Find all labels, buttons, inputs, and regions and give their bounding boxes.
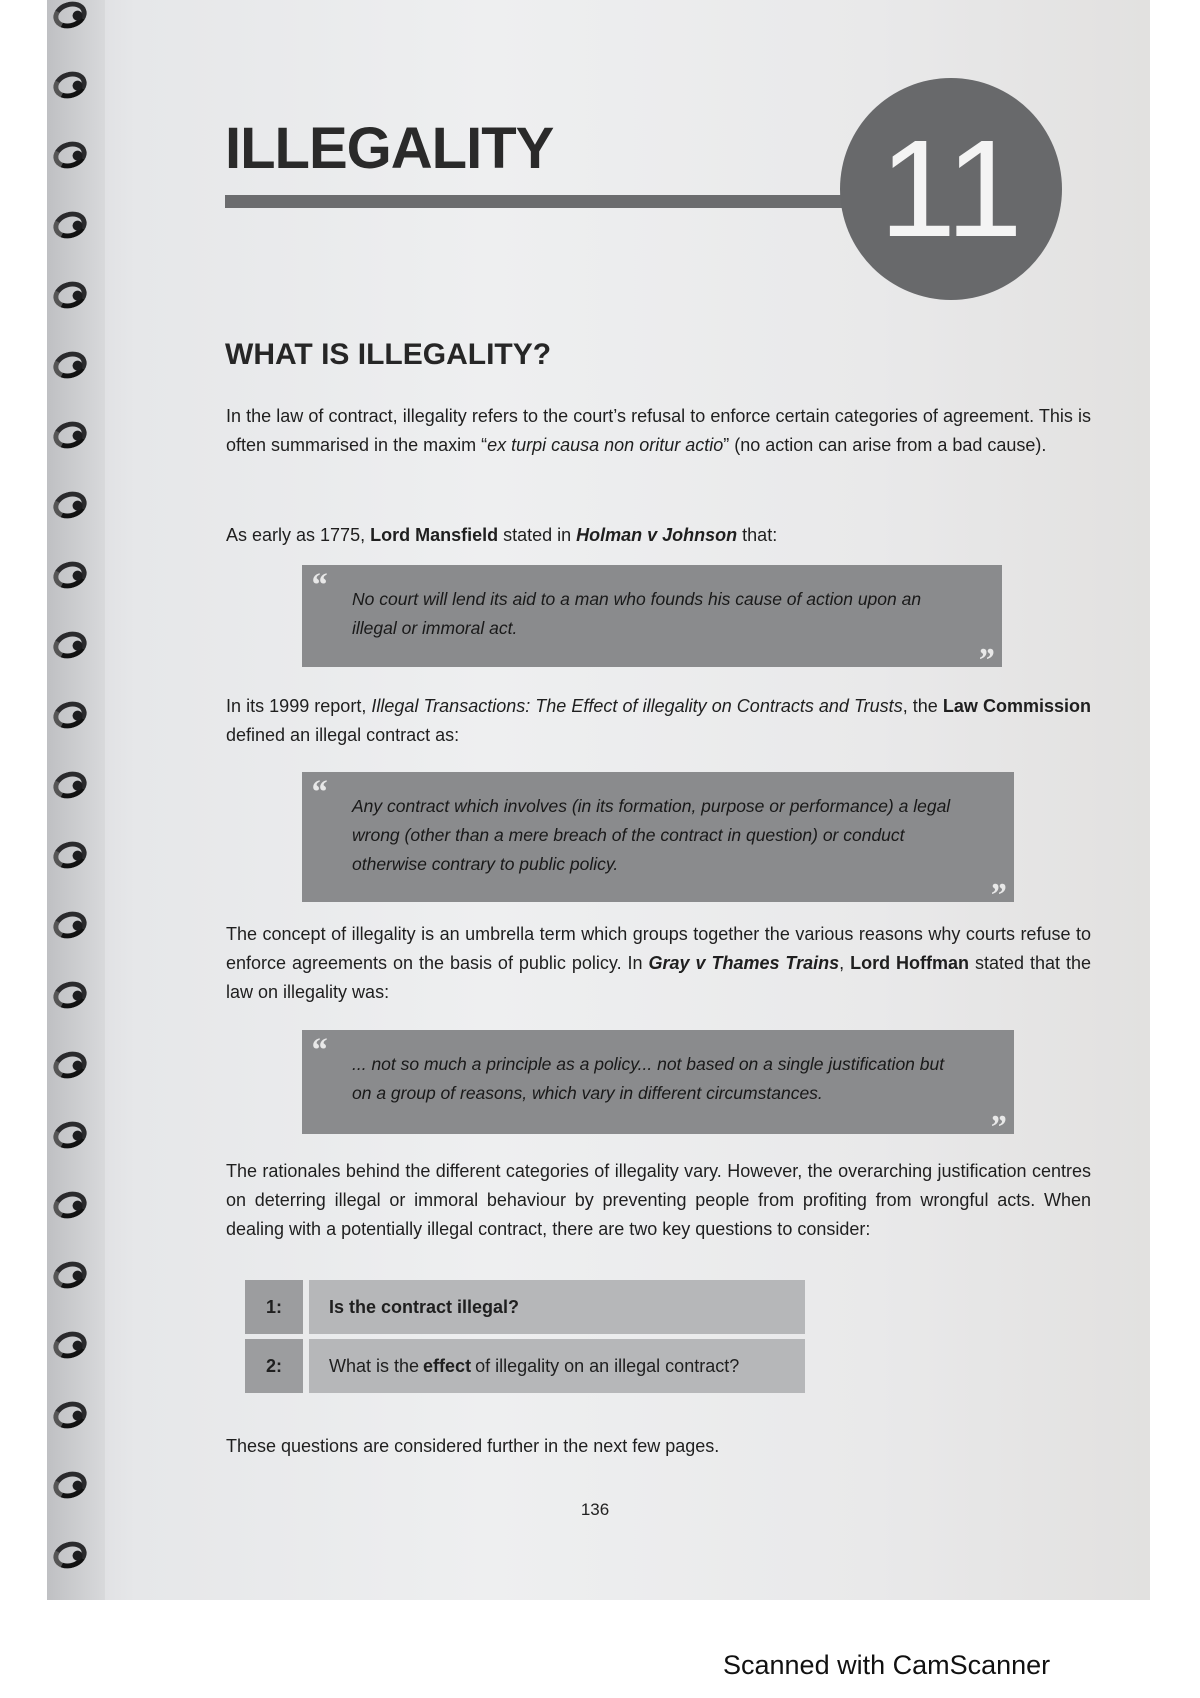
quote-box-1 [302, 565, 1002, 679]
spiral-ring-icon [50, 1047, 90, 1082]
quote-text: ... not so much a principle as a policy... not based on a single justification but on a group of reasons, which vary in different circumstances. [352, 1054, 945, 1103]
spiral-ring-icon [50, 137, 90, 172]
question-row-2 [245, 1339, 805, 1393]
text: The concept of illegality is an umbrella term which groups together the various reasons why courts refuse to enforce agreements on the basis of public policy. In [226, 924, 1091, 973]
text: effect [423, 1355, 472, 1376]
text: stated that the law on illegality was: [226, 953, 1092, 1002]
question-text [309, 1280, 805, 1334]
text: defined an illegal contract as: [226, 725, 460, 745]
spiral-ring-icon [50, 207, 90, 242]
chapter-number: 11 [879, 112, 1023, 266]
spiral-ring-icon [50, 907, 90, 942]
spiral-ring-icon [50, 1397, 90, 1432]
question-number: 2: [245, 1339, 303, 1393]
spiral-ring-icon [50, 767, 90, 802]
spiral-ring-icon [50, 697, 90, 732]
spiral-ring-icon [50, 417, 90, 452]
quote-text: Any contract which involves (in its formation, purpose or performance) a legal wrong (other than a mere breach of the contract in question) or conduct otherwise contrary to public policy. [352, 796, 951, 874]
chapter-title: ILLEGALITY [225, 116, 554, 181]
body-name: Law Commission [942, 696, 1091, 716]
camscanner-watermark: Scanned with CamScanner [723, 1650, 1051, 1680]
case-name: Holman v Johnson [576, 525, 738, 545]
open-quote-icon: “ [310, 1032, 327, 1069]
page-number: 136 [580, 1500, 610, 1519]
spiral-ring-icon [50, 627, 90, 662]
gray-paragraph [226, 920, 1091, 1007]
close-quote-icon: ” [989, 1109, 1006, 1146]
spiral-ring-icon [50, 1187, 90, 1222]
spiral-ring-icon [50, 1467, 90, 1502]
close-quote-icon: ” [977, 642, 994, 679]
spiral-ring-icon [50, 1537, 90, 1572]
spiral-ring-icon [50, 0, 90, 33]
text: ” (no action can arise from a bad cause). [723, 435, 1047, 455]
spiral-ring-icon [50, 557, 90, 592]
closing-paragraph: These questions are considered further in the next few pages. [226, 1436, 720, 1456]
latin-maxim: ex turpi causa non oritur actio [487, 435, 724, 455]
spiral-ring-icon [50, 977, 90, 1012]
chapter-number-badge [840, 78, 1062, 300]
rationale-paragraph: The rationales behind the different categories of illegality vary. However, the overarching justification centres on deterring illegal or immoral behaviour by preventing people from profiting from wrongful acts. When dealing with a potentially illegal contract, there are two key questions to consider: [226, 1161, 1091, 1239]
scanned-page [47, 0, 1150, 1600]
spiral-ring-icon [50, 277, 90, 312]
mansfield-paragraph [226, 521, 1091, 550]
book-page [180, 0, 1100, 1600]
section-heading: WHAT IS ILLEGALITY? [225, 338, 552, 371]
law-commission-paragraph [226, 692, 1091, 750]
quote-box-3 [302, 1030, 1014, 1146]
quote-text: No court will lend its aid to a man who founds his cause of action upon an illegal or immoral act. [352, 589, 922, 638]
spiral-ring-icon [50, 837, 90, 872]
close-quote-icon: ” [989, 877, 1006, 914]
text: , [839, 953, 851, 973]
spiral-ring-icon [50, 67, 90, 102]
spiral-ring-icon [50, 487, 90, 522]
spiral-ring-icon [50, 1327, 90, 1362]
title-rule [225, 195, 905, 208]
text: that: [737, 525, 778, 545]
quote-box-2 [302, 772, 1014, 914]
text: Is the contract illegal? [329, 1296, 520, 1317]
spiral-ring-icon [50, 347, 90, 382]
person-name: Lord Hoffman [850, 953, 970, 973]
text: In its 1999 report, [226, 696, 372, 716]
spiral-binding [47, 0, 105, 1600]
person-name: Lord Mansfield [370, 525, 499, 545]
text: , the [902, 696, 943, 716]
text: As early as 1775, [226, 525, 371, 545]
question-number: 1: [245, 1280, 303, 1334]
text: What is the [329, 1355, 420, 1376]
question-text [309, 1339, 805, 1393]
text: of illegality on an illegal contract? [475, 1355, 740, 1376]
intro-paragraph [226, 402, 1091, 460]
text: In the law of contract, illegality refers to the court’s refusal to enforce certain categories of agreement. This is often summarised in the maxim “ [226, 406, 1091, 455]
question-row-1 [245, 1280, 805, 1334]
report-title: Illegal Transactions: The Effect of illegality on Contracts and Trusts [371, 696, 903, 716]
open-quote-icon: “ [310, 567, 327, 604]
case-name: Gray v Thames Trains [648, 953, 840, 973]
spiral-ring-icon [50, 1257, 90, 1292]
spiral-ring-icon [50, 1117, 90, 1152]
text: stated in [498, 525, 577, 545]
open-quote-icon: “ [310, 774, 327, 811]
